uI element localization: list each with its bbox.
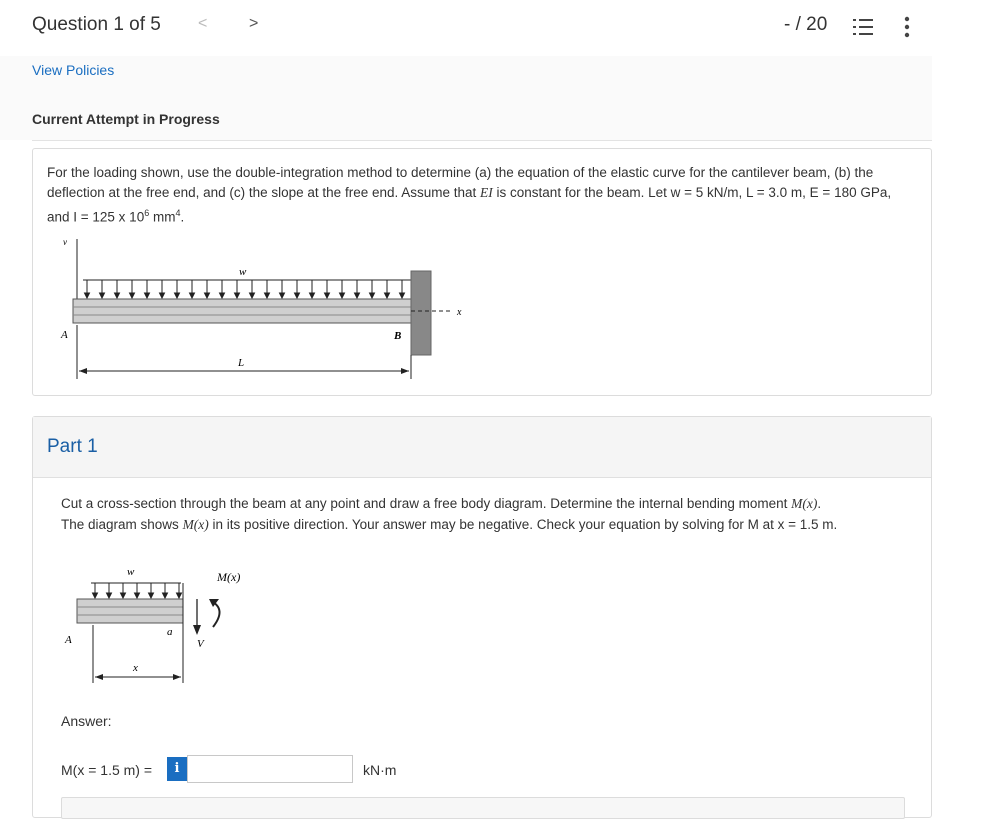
load-arrow-head: [340, 293, 345, 298]
load-arrow-head: [115, 293, 120, 298]
label-v: v: [63, 237, 67, 247]
top-bar: [0, 0, 983, 56]
label-x: x: [457, 307, 462, 318]
load-arrow-head: [220, 293, 225, 298]
load-arrow-head: [385, 293, 390, 298]
load-arrow-head: [250, 293, 255, 298]
load-arrow-head: [121, 593, 126, 598]
equation-label: M(x = 1.5 m) =: [61, 762, 153, 778]
part-instructions: Cut a cross-section through the beam at any point and draw a free body diagram. Determine the internal bending moment M(x). The diagram shows M(x) in its positive direction. Your answer may be negative. Check your equation by solving for M at x = 1.5 m.: [61, 496, 838, 532]
unit-label: kN·m: [363, 762, 397, 778]
divider: [32, 140, 932, 141]
part-header: [33, 417, 931, 478]
next-question-button[interactable]: >: [249, 15, 259, 32]
question-text: For the loading shown, use the double-integration method to determine (a) the equation of the elastic curve for the cantilever beam, (b) the deflection at the free end, and (c) the slope at the free end. Assume that EI is constant for the beam. Let w = 5 kN/m, L = 3.0 m, E = 180 GPa, and I = 125 x $10^6$ $mm^4$.: [47, 165, 892, 225]
label-a: a: [167, 626, 173, 638]
attempt-status: Current Attempt in Progress: [32, 111, 220, 127]
previous-question-button[interactable]: <: [198, 15, 208, 32]
load-arrow-head: [355, 293, 360, 298]
answer-label: Answer:: [61, 713, 112, 729]
score-display: - / 20: [784, 14, 828, 35]
load-arrow-head: [295, 293, 300, 298]
free-body-diagram: [63, 565, 263, 695]
load-arrow-head: [107, 593, 112, 598]
load-arrow-head: [205, 293, 210, 298]
load-arrow-head: [190, 293, 195, 298]
feedback-bar: [61, 797, 905, 819]
load-arrow-head: [310, 293, 315, 298]
label-x: x: [133, 662, 138, 674]
load-arrow-head: [235, 293, 240, 298]
info-button[interactable]: i: [167, 757, 187, 781]
load-arrow-head: [265, 293, 270, 298]
label-A: A: [65, 634, 72, 646]
load-arrow-head: [93, 593, 98, 598]
part-title: Part 1: [47, 436, 98, 457]
part-1-card: [32, 416, 932, 818]
label-L: L: [238, 357, 245, 369]
load-arrow-head: [85, 293, 90, 298]
question-counter: Question 1 of 5: [32, 14, 161, 35]
label-B: B: [394, 330, 402, 342]
load-arrow-head: [149, 593, 154, 598]
answer-input[interactable]: [187, 755, 353, 783]
load-arrow-head: [163, 593, 168, 598]
policies-band: [0, 56, 932, 140]
load-arrow-head: [160, 293, 165, 298]
load-arrow-head: [177, 593, 182, 598]
label-Mx: M(x): [217, 570, 241, 584]
label-w: w: [127, 566, 135, 578]
question-card: [32, 148, 932, 396]
view-policies-link[interactable]: View Policies: [32, 62, 115, 78]
load-arrow-head: [370, 293, 375, 298]
load-arrow-head: [100, 293, 105, 298]
load-arrow-head: [400, 293, 405, 298]
label-A: A: [61, 329, 68, 341]
load-arrow-head: [325, 293, 330, 298]
more-options-icon[interactable]: [902, 14, 912, 40]
cantilever-beam-figure: [57, 233, 477, 383]
question-list-icon[interactable]: [852, 16, 874, 38]
load-arrow-head: [280, 293, 285, 298]
label-w: w: [239, 266, 247, 278]
load-arrow-head: [145, 293, 150, 298]
load-arrow-head: [135, 593, 140, 598]
load-arrow-head: [175, 293, 180, 298]
load-arrow-head: [130, 293, 135, 298]
label-V: V: [197, 638, 204, 650]
